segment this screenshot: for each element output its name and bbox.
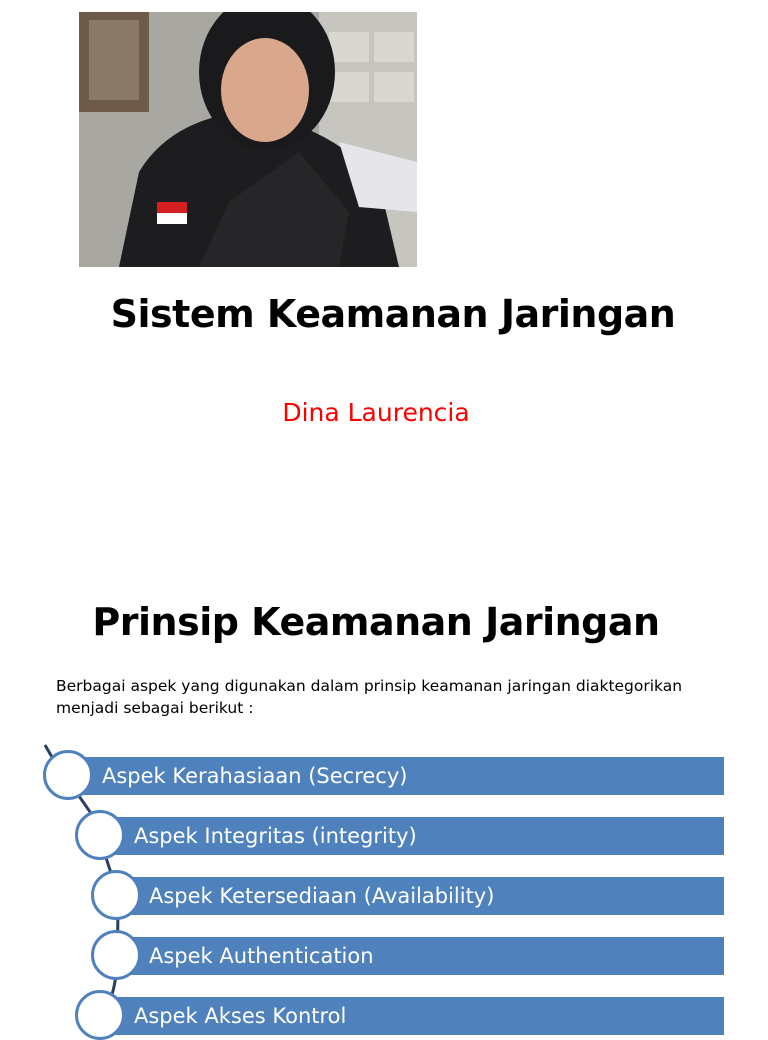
list-item-label: Aspek Ketersediaan (Availability) — [149, 884, 495, 908]
list-item — [116, 877, 724, 915]
list-item — [100, 997, 724, 1035]
list-bullet-circle — [91, 930, 141, 980]
list-item-label: Aspek Kerahasiaan (Secrecy) — [102, 764, 408, 788]
list-item-label: Aspek Authentication — [149, 944, 374, 968]
slide1-title: Sistem Keamanan Jaringan — [110, 292, 676, 336]
slide2-title: Prinsip Keamanan Jaringan — [92, 600, 660, 644]
list-bullet-circle — [75, 990, 125, 1040]
list-bullet-circle — [75, 810, 125, 860]
intro-text: Berbagai aspek yang digunakan dalam prinsip keamanan jaringan diaktegorikan menjadi sebagai berikut : — [56, 677, 683, 717]
slide1-author: Dina Laurencia — [282, 398, 470, 427]
list-item — [68, 757, 724, 795]
list-bullet-circle — [43, 750, 93, 800]
list-bullet-circle — [91, 870, 141, 920]
list-item-label: Aspek Integritas (integrity) — [134, 824, 417, 848]
list-item — [116, 937, 724, 975]
list-item-label: Aspek Akses Kontrol — [134, 1004, 347, 1028]
list-item — [100, 817, 724, 855]
